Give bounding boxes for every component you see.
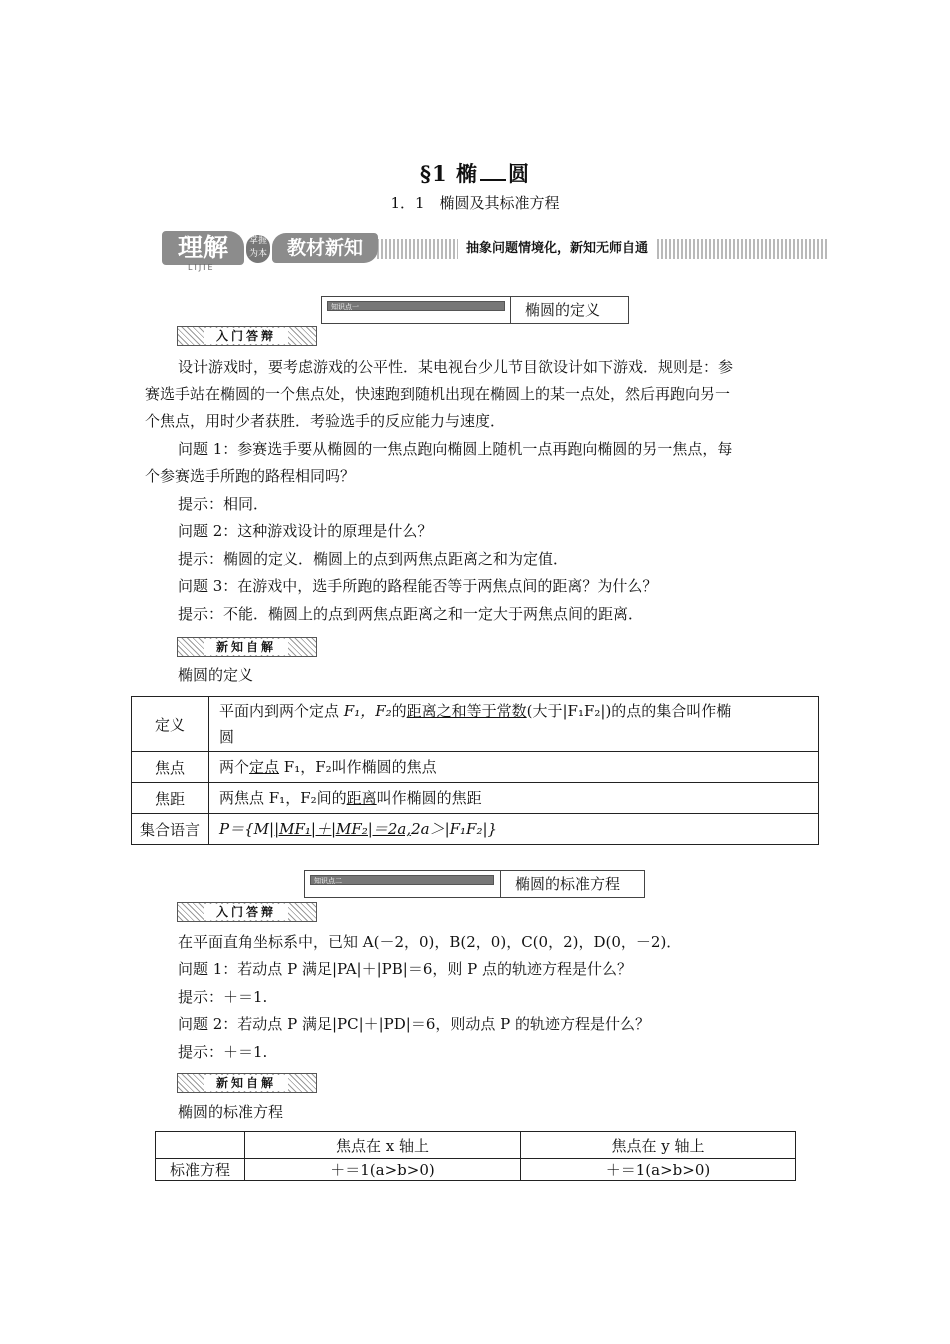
table-head-cell: 焦点	[132, 752, 209, 783]
hint-1: 提示：相同．	[178, 495, 269, 513]
hint-3: 提示：不能．椭圆上的点到两焦点距离之和一定大于两焦点间的距离．	[178, 605, 644, 623]
para1-line1: 设计游戏时，要考虑游戏的公平性．某电视台少儿节目欲设计如下游戏．规则是：参	[178, 358, 734, 376]
new-knowledge-tag-2: 新知自解	[177, 1073, 317, 1093]
hint-2-1: 提示：＋＝1.	[178, 988, 268, 1006]
knowledge-point-1-header	[321, 296, 629, 324]
table-head-cell: 焦点在 x 轴上	[245, 1132, 521, 1159]
table-row	[132, 752, 819, 783]
kp2-label: 椭圆的标准方程	[500, 870, 645, 898]
table-row	[156, 1132, 796, 1159]
banner-mini-badge: 掌握 为本	[246, 235, 270, 263]
question-3: 问题 3：在游戏中，选手所跑的路程能否等于两焦点间的距离？为什么？	[178, 577, 658, 595]
question-2-2: 问题 2：若动点 P 满足|PC|＋|PD|＝6，则动点 P 的轨迹方程是什么？	[178, 1015, 651, 1033]
banner-badge-textbook: 教材新知	[272, 233, 378, 263]
table-head-cell: 定义	[132, 697, 209, 752]
definition-table	[131, 696, 819, 845]
table-row	[132, 783, 819, 814]
intro-tag-1: 入门答辩	[177, 326, 317, 346]
question-2-1: 问题 1：若动点 P 满足|PA|＋|PB|＝6，则 P 点的轨迹方程是什么？	[178, 960, 632, 978]
banner-badge-understand: 理解	[162, 231, 244, 265]
kp1-left	[321, 296, 510, 324]
page-title: §1 椭 圆	[420, 161, 530, 186]
question-2: 问题 2：这种游戏设计的原理是什么？	[178, 522, 433, 540]
coords-given: 在平面直角坐标系中，已知 A(－2，0)，B(2，0)，C(0，2)，D(0，－2)．	[178, 933, 682, 951]
section-subtitle: 1．1 椭圆及其标准方程	[390, 194, 560, 212]
table-head-cell: 焦点在 y 轴上	[521, 1132, 796, 1159]
table-cell: ＋＝1(a>b>0)	[245, 1159, 521, 1181]
knowledge-point-2-header	[304, 870, 645, 898]
kp2-tag: 知识点二	[310, 875, 494, 885]
para1-line2: 赛选手站在椭圆的一个焦点处，快速跑到随机出现在椭圆上的某一点处，然后再跑向另一	[145, 385, 731, 403]
para1-line3: 个焦点，用时少者获胜．考验选手的反应能力与速度．	[145, 412, 506, 430]
kp1-tag: 知识点一	[327, 301, 505, 311]
new-knowledge-tag-1: 新知自解	[177, 637, 317, 657]
intro-tag-2: 入门答辩	[177, 902, 317, 922]
table-cell: 两个定点 F₁，F₂叫作椭圆的焦点	[209, 752, 819, 783]
table-cell: 平面内到两个定点 F₁，F₂的距离之和等于常数(大于|F₁F₂|)的点的集合叫作椭 圆	[209, 697, 819, 752]
table-cell: P＝{M||MF₁|＋|MF₂|＝2a,2a＞|F₁F₂|}	[209, 814, 819, 845]
table-head-cell: 标准方程	[156, 1159, 245, 1181]
table-head-cell	[156, 1132, 245, 1159]
table-head-cell: 焦距	[132, 783, 209, 814]
kp1-label: 椭圆的定义	[510, 296, 629, 324]
standard-equation-heading: 椭圆的标准方程	[178, 1103, 284, 1121]
table-cell: ＋＝1(a>b>0)	[521, 1159, 796, 1181]
hint-2-2: 提示：＋＝1.	[178, 1043, 268, 1061]
table-cell: 两焦点 F₁，F₂间的距离叫作椭圆的焦距	[209, 783, 819, 814]
question-1-line1: 问题 1：参赛选手要从椭圆的一焦点跑向椭圆上随机一点再跑向椭圆的另一焦点，每	[178, 440, 733, 458]
table-row	[132, 697, 819, 752]
table-row	[156, 1159, 796, 1181]
definition-heading: 椭圆的定义	[178, 666, 254, 684]
hint-2: 提示：椭圆的定义．椭圆上的点到两焦点距离之和为定值．	[178, 550, 569, 568]
chapter-banner	[162, 229, 828, 272]
table-head-cell: 集合语言	[132, 814, 209, 845]
standard-equation-table	[155, 1131, 796, 1181]
title-gap	[480, 163, 506, 181]
banner-slogan: 抽象问题情境化，新知无师自通	[458, 238, 656, 260]
table-row	[132, 814, 819, 845]
banner-pinyin: LIJIE	[188, 263, 215, 272]
kp2-left	[304, 870, 500, 898]
question-1-line2: 个参赛选手所跑的路程相同吗？	[145, 467, 356, 485]
